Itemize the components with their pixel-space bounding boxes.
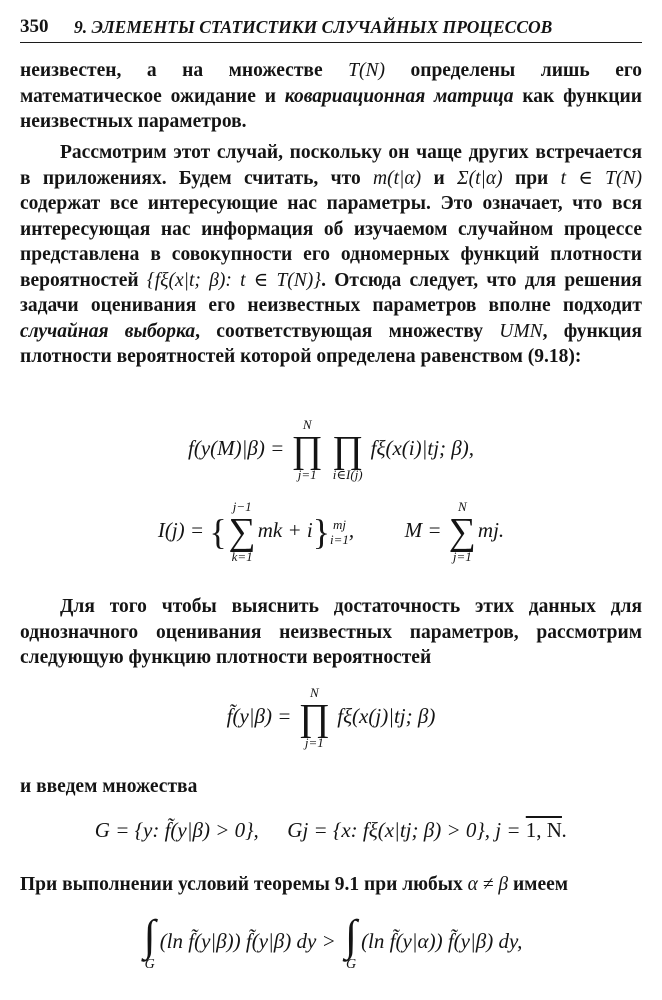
eq5-int1-bottom: G	[144, 957, 155, 972]
p1-emphasis: ковариационная матрица	[284, 85, 514, 107]
p1-text-b: определены лишь его математическое ожидание и	[20, 60, 642, 107]
eq3-prod-top: N	[310, 685, 319, 700]
equation-index-set	[0, 500, 662, 564]
p1-text-a: неизвестен, а на множестве	[20, 60, 349, 81]
eq2-sum-bottom: k=1	[231, 549, 253, 564]
p2-text-d: содержат все интересующие нас параметры. Это означает, что вся интересующая нас информация об изучаемом случайном процессе представлена в совокупности его одномерных функций плотности вероятностей	[20, 193, 642, 291]
eq3-prod-bottom: j=1	[304, 735, 324, 750]
p2-emphasis: случайная выборка	[20, 320, 196, 342]
eq2-m-rhs: mj.	[477, 517, 505, 542]
eq2-sum-top: j−1	[232, 499, 252, 514]
integral-operator	[143, 911, 156, 972]
left-brace: {	[209, 512, 227, 552]
eq4-part3a: j =	[495, 818, 526, 842]
p3-text: Для того чтобы выяснить достаточность этих данных для однозначного оценивания неизвестных параметров, рассмотрим следующую функцию плотности вероятностей	[20, 596, 642, 668]
p2-text-f: , соответствующая множеству	[195, 320, 500, 342]
eq1-lhs: f(y(M)|β) =	[188, 435, 285, 460]
eq2-sum2-bottom: j=1	[452, 549, 472, 564]
equation-density	[0, 686, 662, 750]
equation-sets	[0, 818, 662, 843]
eq3-rhs: fξ(x(j)|tj; β)	[337, 703, 436, 728]
equation-likelihood	[0, 418, 662, 482]
p2-math-sigma: Σ(t|α)	[457, 167, 503, 189]
p2-text-b: и	[421, 167, 458, 189]
eq1-prod2-bottom: i∈I(j)	[332, 467, 363, 482]
sum-operator	[229, 500, 256, 564]
p2-text-e: . Отсюда следует, что для решения задачи оценивания его неизвестных параметров вполне подходит	[20, 269, 642, 316]
product-symbol: ∏	[332, 429, 364, 471]
integral-symbol: ∫	[143, 911, 156, 960]
eq2-comma: ,	[348, 517, 355, 542]
paragraph-4	[20, 774, 642, 800]
p2-math-set: {fξ(x|t; β): t ∈ T(N)}	[146, 269, 322, 291]
p5-text-a: При выполнении условий теоремы 9.1 при любых	[20, 874, 468, 895]
paragraph-2	[20, 140, 642, 370]
p2-math-umn: UMN	[499, 320, 543, 342]
equation-inequality	[0, 911, 662, 972]
paragraph-3	[20, 594, 642, 671]
product-symbol: ∏	[298, 697, 330, 739]
integral-symbol: ∫	[345, 911, 358, 960]
eq5-expr2: (ln f̃(y|α)) f̃(y|β) dy,	[361, 928, 523, 953]
p2-text-g: , функция плотности вероятностей которой определена равенством (9.18):	[20, 320, 642, 367]
eq2-lhs: I(j) =	[157, 517, 205, 542]
eq2-sup: mj	[332, 517, 346, 532]
running-title: 9. ЭЛЕМЕНТЫ СТАТИСТИКИ СЛУЧАЙНЫХ ПРОЦЕССОВ	[74, 17, 553, 37]
eq4-range: 1, N	[525, 818, 562, 842]
sum-symbol: ∑	[228, 511, 256, 553]
eq2-m-lhs: M =	[404, 517, 442, 542]
product-symbol: ∏	[291, 429, 323, 471]
p2-math-m: m(t|α)	[373, 167, 422, 189]
product-operator-3	[299, 686, 330, 750]
eq5-int2-bottom: G	[345, 957, 357, 972]
p2-text-a: Рассмотрим этот случай, поскольку он чаще других встречается в приложениях. Будем считать, что	[20, 142, 642, 189]
eq2-inner: mk + i	[257, 517, 313, 542]
p2-math-t-in: t ∈ T(N)	[560, 167, 642, 189]
eq1-prod1-top: N	[302, 417, 312, 432]
eq2-sub: i=1	[330, 532, 349, 547]
sum-symbol: ∑	[448, 511, 476, 553]
product-operator-inner	[332, 418, 363, 482]
p1-text-c: как функции неизвестных параметров.	[20, 85, 642, 132]
p5-text-b: имеем	[508, 874, 569, 895]
p4-text: и введем множества	[20, 776, 198, 797]
paragraph-1	[20, 58, 642, 135]
eq2-sum2-top: N	[458, 499, 467, 514]
p2-text-c: при	[502, 167, 561, 189]
eq4-part2: Gj = {x: fξ(x|tj; β) > 0},	[287, 818, 491, 842]
paragraph-5	[20, 872, 642, 898]
sum-operator-2	[449, 500, 476, 564]
eq5-expr1: (ln f̃(y|β)) f̃(y|β) dy >	[159, 928, 336, 953]
page-header	[20, 14, 642, 43]
eq1-prod1-bottom: j=1	[297, 467, 317, 482]
eq4-part3c: .	[561, 818, 568, 842]
page-number: 350	[20, 16, 49, 37]
eq3-lhs: f̃(y|β) =	[226, 703, 292, 728]
p1-math-tn: T(N)	[348, 60, 385, 81]
product-operator	[292, 418, 323, 482]
eq4-part1: G = {y: f̃(y|β) > 0},	[94, 818, 259, 842]
right-brace: }	[312, 512, 330, 552]
p5-math-alpha-beta: α ≠ β	[467, 874, 509, 895]
integral-operator-2	[345, 911, 358, 972]
eq1-rhs: fξ(x(i)|tj; β),	[370, 435, 474, 460]
